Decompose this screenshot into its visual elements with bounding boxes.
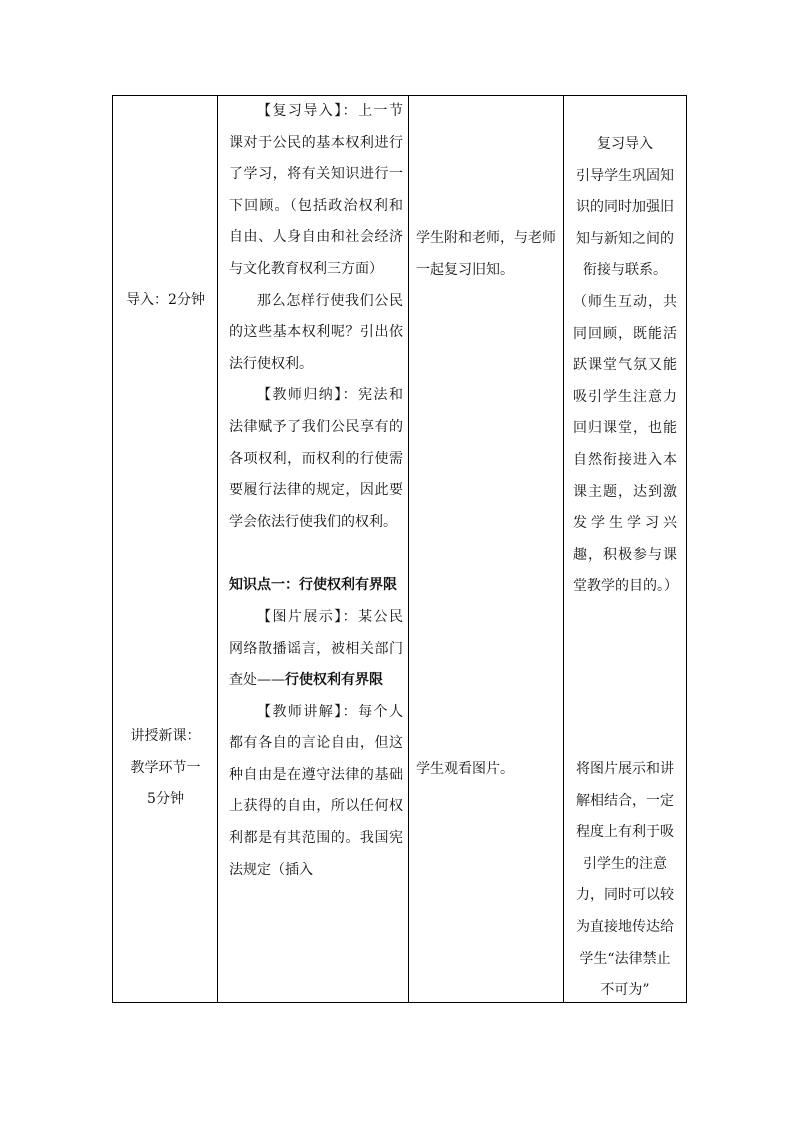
- spacer: [229, 538, 403, 570]
- review-heading: 【复习导入】: [257, 103, 343, 119]
- question-paragraph: 那么怎样行使我们公民的这些基本权利呢？引出依法行使权利。: [229, 292, 403, 372]
- summary-paragraph: [229, 380, 403, 538]
- lecture-text: ：每个人都有各自的言论自由，但这种自由是在遵守法律的基础上获得的自由，所以任何权利都是有其范围的。我国宪法规定（插入: [229, 703, 404, 878]
- intent-picture-text: 将图片展示和讲解相结合，一定程度上有利于吸引学生的注意力，同时可以较为直接地传达给学生“法律禁止不可为”: [576, 761, 674, 999]
- picture-text: ：某公民网络散播谣言，被相关部门查处——: [229, 608, 404, 689]
- knowledge-point-heading: 知识点一：行使权利有界限: [229, 577, 397, 594]
- student-activity-picture: 学生观看图片。: [416, 761, 514, 777]
- picture-heading: 【图片展示】: [257, 608, 343, 625]
- intent-review-text: 引导学生巩固知识的同时加强旧知与新知之间的衔接与联系。: [576, 167, 674, 279]
- stage-label-line: 讲授新课：: [130, 728, 201, 744]
- design-intent-cell: [564, 96, 687, 1003]
- lesson-plan-table: [112, 95, 687, 1003]
- stage-label-line: 5分钟: [147, 791, 184, 808]
- review-paragraph: [229, 96, 403, 286]
- student-activity-review: 学生附和老师，与老师一起复习旧知。: [416, 230, 556, 278]
- student-activity-cell: [409, 96, 564, 1003]
- picture-bold-text: 行使权利有界限: [285, 672, 383, 689]
- summary-text: ：宪法和法律赋予了我们公民享有的各项权利，而权利的行使需要履行法律的规定，因此要学会依法行使我们的权利。: [229, 387, 404, 530]
- review-text: ：上一节课对于公民的基本权利进行了学习，将有关知识进行一下回顾。（包括政治权利和自由、人身自由和社会经济与文化教育权利三方面）: [229, 103, 404, 277]
- stage-label-intro: 导入：2分钟: [126, 292, 205, 308]
- lecture-heading: 【教师讲解】: [257, 703, 343, 720]
- intent-review-title: 复习导入: [597, 136, 653, 152]
- summary-heading: 【教师归纳】: [257, 387, 343, 404]
- intent-review-note: （师生互动，共同回顾，既能活跃课堂气氛又能吸引学生注意力回归课堂，也能自然衔接进入本课主题，达到激发学生学习兴趣，积极参与课堂教学的目的。）: [573, 293, 678, 595]
- intent-review-block: [573, 129, 677, 603]
- stage-label-new-lesson: [113, 721, 218, 816]
- lecture-paragraph: [229, 697, 403, 887]
- intent-picture-block: [573, 754, 677, 1007]
- picture-paragraph: [229, 602, 403, 697]
- table-row: [113, 96, 687, 1003]
- stage-cell: [113, 96, 218, 1003]
- stage-label-line: 教学环节一: [130, 759, 201, 776]
- teaching-content-cell: [218, 96, 409, 1003]
